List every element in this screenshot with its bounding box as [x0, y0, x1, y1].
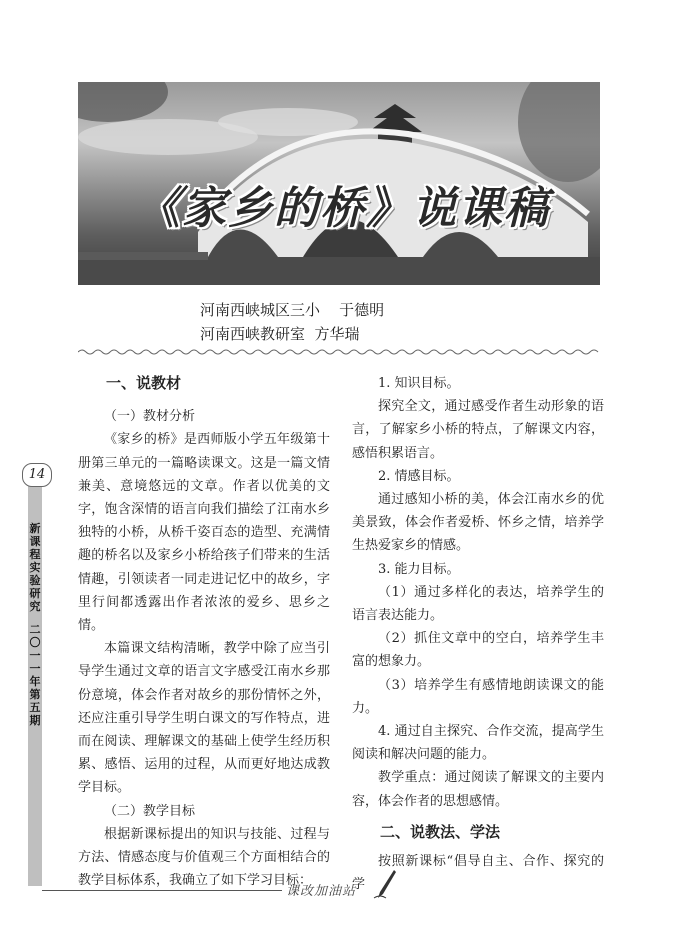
journal-vertical-label — [27, 522, 43, 727]
journal-issue: 二〇一一年第五期 — [29, 623, 41, 727]
author-block — [200, 298, 500, 346]
right-column — [352, 372, 604, 896]
paragraph: 探究全文，通过感受作者生动形象的语言，了解家乡小桥的特点，了解课文内容，感悟积累语言。 — [352, 399, 604, 461]
header-banner — [78, 82, 600, 285]
paragraph: 根据新课标提出的知识与技能、过程与方法、情感态度与价值观三个方面相结合的教学目标体系，我确立了如下学习目标： — [78, 826, 330, 889]
left-column — [78, 372, 330, 892]
paragraph: 《家乡的桥》是西师版小学五年级第十册第三单元的一篇略读课文。这是一篇文情兼美、意境悠远的文章。作者以优美的文字，饱含深情的语言向我们描绘了江南水乡独特的小桥，从桥千姿百态的造型、充满情趣的桥名以及家乡小桥给孩子们带来的生活情趣，引领读者一同走进记忆中的故乡，字里行间都透露出作者浓浓的爱乡、思乡之情。 — [78, 432, 330, 634]
paragraph: 按照新课标“倡导自主、合作、探究的学 — [352, 854, 604, 893]
subheading-analysis: （一）教材分析 — [104, 409, 196, 425]
paragraph: 本篇课文结构清晰，教学中除了应当引导学生通过文章的语言文字感受江南水乡那份意境，体会作者对故乡的那份情怀之外，还应注重引导学生明白课文的写作特点，进而在阅读、理解课文的基础上使学生经历积累、感悟、运用的过程，从而更好地达成教学目标。 — [78, 641, 330, 796]
journal-name: 新课程实验研究 — [29, 522, 41, 613]
subheading-goals: （二）教学目标 — [104, 803, 196, 819]
goal-title: 2. 情感目标。 — [378, 468, 460, 484]
article-title: 《家乡的桥》说课稿 — [136, 183, 550, 234]
section-heading-2: 二、说教法、学法 — [380, 822, 501, 841]
paragraph: （2）抓住文章中的空白，培养学生丰富的想象力。 — [352, 631, 604, 670]
page-number: 14 — [22, 463, 52, 487]
wavy-divider — [78, 348, 600, 356]
paragraph: （3）培养学生有感情地朗读课文的能力。 — [352, 677, 604, 716]
paragraph: （1）通过多样化的表达，培养学生的语言表达能力。 — [352, 584, 604, 624]
paragraph: 4. 通过自主探究、合作交流，提高学生阅读和解决问题的能力。 — [352, 724, 604, 763]
footer-rule — [42, 890, 282, 891]
author-line-2: 河南西峡教研室 方华瑞 — [200, 325, 360, 343]
paragraph: 教学重点：通过阅读了解课文的主要内容，体会作者的思想感情。 — [352, 770, 604, 809]
pen-icon — [372, 868, 398, 900]
author-line-1: 河南西峡城区三小 于德明 — [200, 301, 385, 319]
goal-title: 1. 知识目标。 — [378, 376, 460, 391]
goal-title: 3. 能力目标。 — [378, 561, 460, 577]
footer-label: 课改加油站 — [286, 884, 357, 899]
paragraph: 通过感知小桥的美，体会江南水乡的优美景致，体会作者爱桥、怀乡之情，培养学生热爱家乡的情感。 — [352, 492, 604, 554]
section-heading-1: 一、说教材 — [106, 374, 182, 392]
